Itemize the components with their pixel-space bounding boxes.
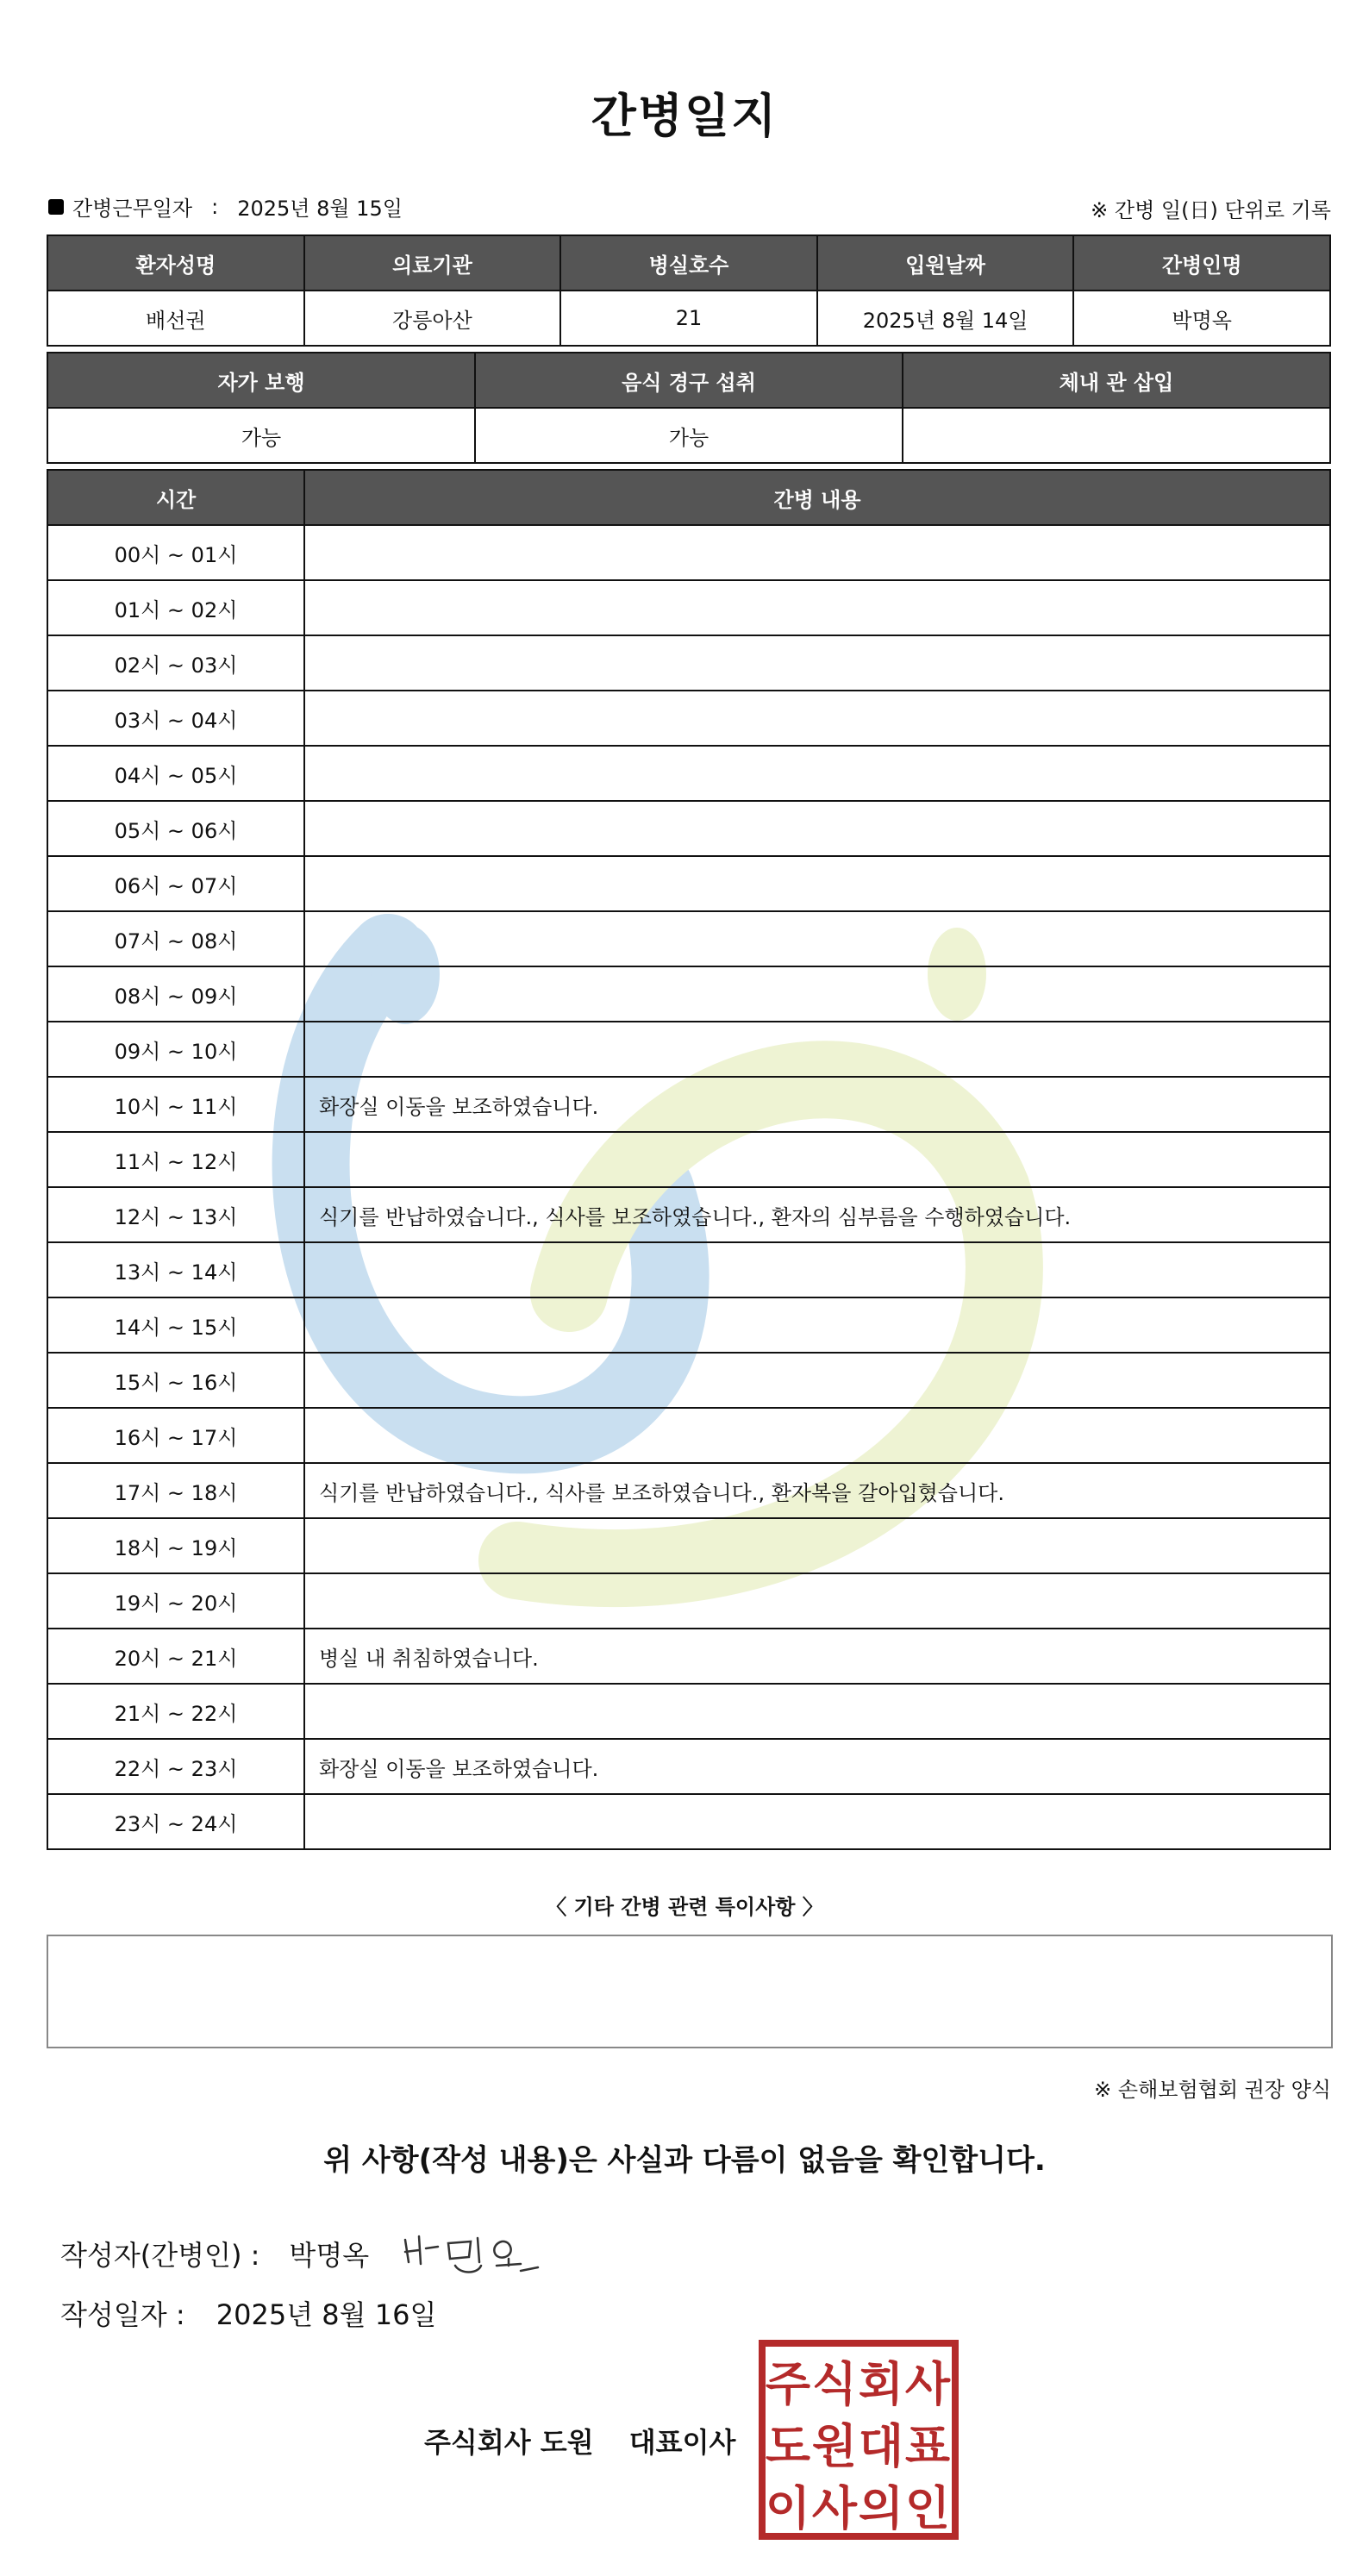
care-content-cell: 식기를 반납하였습니다., 식사를 보조하였습니다., 환자의 심부름을 수행하였습니다. [304, 1187, 1330, 1242]
care-content-cell [304, 966, 1330, 1022]
care-content-cell [304, 911, 1330, 966]
time-cell: 22시 ~ 23시 [47, 1739, 304, 1794]
header-patient-name: 환자성명 [47, 235, 304, 291]
company-name: 주식회사 도원 [424, 2426, 594, 2459]
seal-character: 사 [811, 2481, 858, 2535]
time-cell: 20시 ~ 21시 [47, 1629, 304, 1684]
time-cell: 17시 ~ 18시 [47, 1463, 304, 1518]
care-content-cell [304, 580, 1330, 635]
table-row [47, 1739, 1330, 1794]
seal-character: 사 [904, 2357, 951, 2411]
table-row [47, 691, 1330, 746]
writer-name: 박명옥 [289, 2239, 370, 2272]
time-cell: 09시 ~ 10시 [47, 1022, 304, 1077]
recommend-note: ※ 손해보험협회 권장 양식 [1094, 2078, 1331, 2102]
tube-insertion-value [903, 408, 1330, 463]
table-row [47, 856, 1330, 911]
patient-name-value: 배선권 [47, 291, 304, 346]
table-row [47, 1353, 1330, 1408]
caregiver-value: 박명옥 [1073, 291, 1330, 346]
header-hospital: 의료기관 [304, 235, 561, 291]
time-cell: 05시 ~ 06시 [47, 801, 304, 856]
table-row [47, 1684, 1330, 1739]
company-line [424, 2421, 735, 2460]
header-admission-date: 입원날짜 [817, 235, 1074, 291]
care-content-cell: 병실 내 취침하였습니다. [304, 1629, 1330, 1684]
time-cell: 18시 ~ 19시 [47, 1518, 304, 1573]
work-date-value: 2025년 8월 15일 [237, 197, 403, 221]
table-row [47, 801, 1330, 856]
seal-character: 이 [765, 2481, 811, 2535]
confirmation-statement: 위 사항(작성 내용)은 사실과 다름이 없음을 확인합니다. [323, 2143, 1046, 2178]
seal-character: 회 [858, 2357, 904, 2411]
oral-intake-value: 가능 [475, 408, 903, 463]
care-content-cell [304, 801, 1330, 856]
care-content-cell [304, 1242, 1330, 1297]
special-notes-title: 〈 기타 간병 관련 특이사항 〉 [546, 1895, 823, 1919]
time-cell: 08시 ~ 09시 [47, 966, 304, 1022]
company-seal-stamp [759, 2340, 959, 2540]
care-content-cell [304, 1353, 1330, 1408]
care-content-cell [304, 1573, 1330, 1629]
time-cell: 04시 ~ 05시 [47, 746, 304, 801]
care-content-cell [304, 1684, 1330, 1739]
care-content-cell: 식기를 반납하였습니다., 식사를 보조하였습니다., 환자복을 갈아입혔습니다. [304, 1463, 1330, 1518]
table-row [47, 1022, 1330, 1077]
page-title: 간병일지 [591, 89, 778, 143]
seal-character: 대 [858, 2419, 904, 2473]
seal-character: 도 [765, 2419, 811, 2473]
header-caregiver: 간병인명 [1073, 235, 1330, 291]
time-cell: 12시 ~ 13시 [47, 1187, 304, 1242]
written-date-value: 2025년 8월 16일 [216, 2298, 437, 2331]
table-row [47, 1187, 1330, 1242]
seal-character: 원 [811, 2419, 858, 2473]
time-cell: 21시 ~ 22시 [47, 1684, 304, 1739]
time-cell: 16시 ~ 17시 [47, 1408, 304, 1463]
care-content-cell [304, 1408, 1330, 1463]
table-row [47, 1629, 1330, 1684]
table-row [47, 1242, 1330, 1297]
care-content-cell [304, 1518, 1330, 1573]
table-row [47, 1573, 1330, 1629]
care-content-cell [304, 525, 1330, 580]
time-cell: 02시 ~ 03시 [47, 635, 304, 691]
table-row [47, 1408, 1330, 1463]
work-date-label: 간병근무일자 [72, 197, 193, 221]
special-notes-box [47, 1935, 1333, 2048]
table-row [47, 746, 1330, 801]
time-cell: 00시 ~ 01시 [47, 525, 304, 580]
care-content-cell: 화장실 이동을 보조하였습니다. [304, 1077, 1330, 1132]
admission-date-value: 2025년 8월 14일 [817, 291, 1074, 346]
table-row [47, 1297, 1330, 1353]
time-cell: 15시 ~ 16시 [47, 1353, 304, 1408]
bullet-square-icon [48, 199, 64, 215]
care-content-cell [304, 1022, 1330, 1077]
writer-line [60, 2228, 547, 2279]
header-time: 시간 [47, 470, 304, 525]
table-row [47, 1077, 1330, 1132]
written-date-label: 작성일자 : [60, 2298, 185, 2331]
care-content-cell [304, 1794, 1330, 1849]
hospital-value: 강릉아산 [304, 291, 561, 346]
header-care-content: 간병 내용 [304, 470, 1330, 525]
time-cell: 03시 ~ 04시 [47, 691, 304, 746]
time-cell: 23시 ~ 24시 [47, 1794, 304, 1849]
work-date-separator: : [211, 194, 219, 219]
seal-character: 의 [858, 2481, 904, 2535]
time-cell: 19시 ~ 20시 [47, 1573, 304, 1629]
room-value: 21 [560, 291, 817, 346]
header-room: 병실호수 [560, 235, 817, 291]
care-content-cell [304, 635, 1330, 691]
time-cell: 13시 ~ 14시 [47, 1242, 304, 1297]
handwritten-signature [400, 2228, 547, 2279]
written-date-line [60, 2293, 436, 2333]
company-representative: 대표이사 [628, 2426, 736, 2459]
table-row [47, 911, 1330, 966]
writer-label: 작성자(간병인) : [60, 2239, 260, 2272]
time-cell: 11시 ~ 12시 [47, 1132, 304, 1187]
table-row [47, 1132, 1330, 1187]
table-row [47, 1518, 1330, 1573]
table-row [47, 525, 1330, 580]
work-date-line [48, 191, 403, 222]
table-row [47, 580, 1330, 635]
patient-status-table [47, 352, 1331, 464]
header-tube-insertion: 체내 관 삽입 [903, 353, 1330, 408]
seal-character: 식 [811, 2357, 858, 2411]
care-content-cell [304, 691, 1330, 746]
time-cell: 10시 ~ 11시 [47, 1077, 304, 1132]
table-row [47, 966, 1330, 1022]
care-content-cell [304, 856, 1330, 911]
care-content-cell [304, 746, 1330, 801]
seal-character: 표 [904, 2419, 951, 2473]
care-content-cell [304, 1297, 1330, 1353]
seal-character: 주 [765, 2357, 811, 2411]
table-row [47, 1463, 1330, 1518]
care-log-table [47, 469, 1331, 1850]
unit-note: ※ 간병 일(日) 단위로 기록 [1091, 198, 1331, 222]
table-row [47, 1794, 1330, 1849]
time-cell: 14시 ~ 15시 [47, 1297, 304, 1353]
seal-character: 인 [904, 2481, 951, 2535]
care-content-cell [304, 1132, 1330, 1187]
time-cell: 07시 ~ 08시 [47, 911, 304, 966]
table-row [47, 635, 1330, 691]
patient-info-table [47, 234, 1331, 347]
care-content-cell: 화장실 이동을 보조하였습니다. [304, 1739, 1330, 1794]
header-self-walking: 자가 보행 [47, 353, 475, 408]
self-walking-value: 가능 [47, 408, 475, 463]
header-oral-intake: 음식 경구 섭취 [475, 353, 903, 408]
time-cell: 01시 ~ 02시 [47, 580, 304, 635]
time-cell: 06시 ~ 07시 [47, 856, 304, 911]
